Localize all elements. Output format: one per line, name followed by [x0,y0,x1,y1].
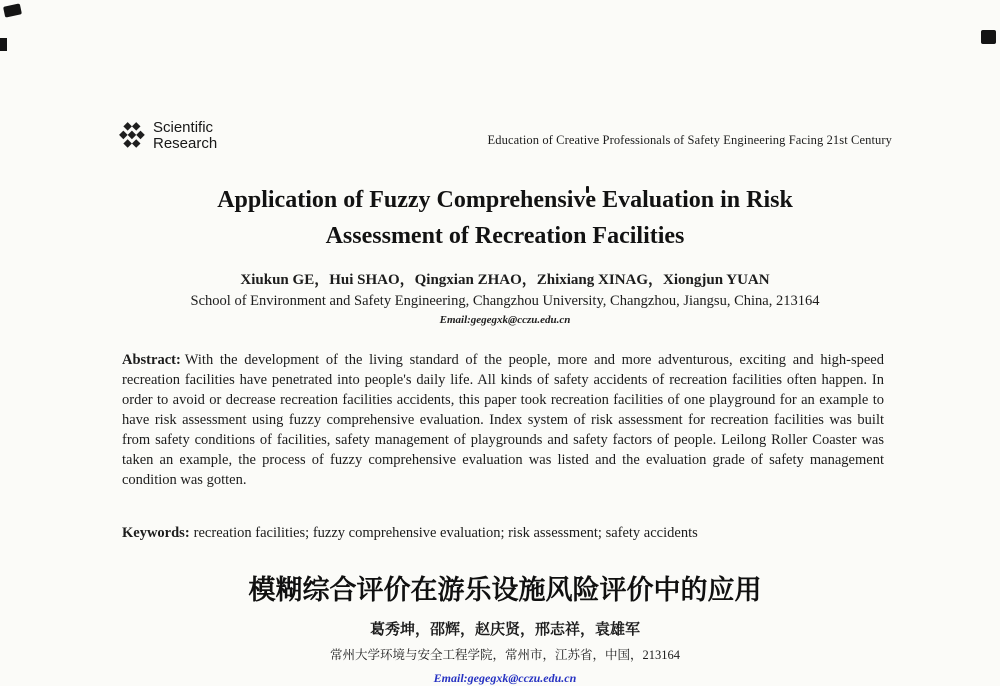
keywords-line [122,525,884,542]
publisher-logo-text [153,120,217,152]
conference-header-text: Education of Creative Professionals of Safety Engineering Facing 21st Century [487,133,892,147]
paper-title-line-2: Assessment of Recreation Facilities [325,223,685,249]
chinese-email-line-clipped: Email:gegegxk@cczu.edu.cn [433,671,577,685]
scan-artifact-top-right [981,30,996,44]
scientific-research-logo-icon [118,121,148,151]
affiliation-line: School of Environment and Safety Engineering, Changzhou University, Changzhou, Jiangsu, China, 213164 [190,293,820,309]
keywords-text: recreation facilities; fuzzy comprehensive evaluation; risk assessment; safety accidents [193,525,698,541]
abstract-label: Abstract: [122,352,181,368]
abstract-text: With the development of the living standard of the people, more and more adventurous, exciting and high-speed recreation facilities have penetrated into people's daily life. All kinds of safety accidents of recreation facilities often happen. In order to avoid or decrease recreation facilities accidents, this paper took recreation facilities of one playground for an example to have risk assessment using fuzzy comprehensive evaluation. Index system of risk assessment for recreation facilities was built from safety conditions of facilities, safety management of playgrounds and safety factors of people. Leilong Roller Coaster was taken an example, the process of fuzzy comprehensive evaluation was listed and the evaluation grade of safety management condition was gotten. [122,352,884,488]
publisher-logo [118,120,217,152]
chinese-affiliation-line: 常州大学环境与安全工程学院，常州市，江苏省，中国，213164 [329,648,680,662]
keywords-label: Keywords: [122,525,190,541]
authors-line: Xiukun GE，Hui SHAO，Qingxian ZHAO，Zhixiang XINAG，Xiongjun YUAN [240,272,770,288]
chinese-authors-line: 葛秀坤，邵辉，赵庆贤，邢志祥，袁雄军 [369,622,640,638]
paper-title-line-1: Application of Fuzzy Comprehensive Evaluation in Risk [217,187,793,213]
chinese-title: 模糊综合评价在游乐设施风险评价中的应用 [248,575,762,605]
logo-line-scientific: Scientific [153,119,214,136]
logo-line-research: Research [153,135,218,152]
scan-artifact-top-left [3,3,22,17]
scan-artifact-left-edge [0,38,7,51]
abstract-paragraph [122,350,884,490]
email-line: Email:gegegxk@cczu.edu.cn [439,314,571,326]
paper-title [110,182,900,254]
